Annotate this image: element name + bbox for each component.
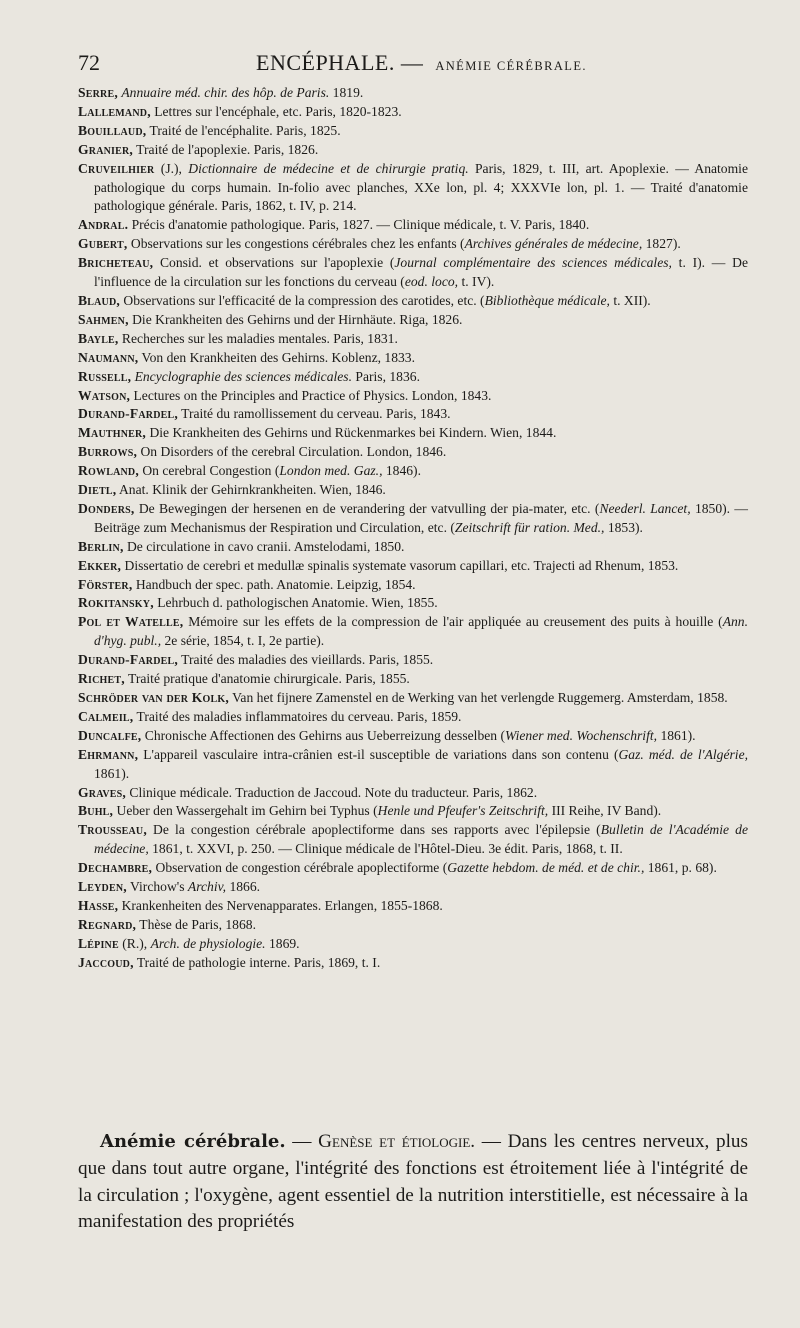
- entry-text: 1861).: [94, 765, 130, 781]
- header-separator: —: [400, 50, 424, 75]
- entry-text: Chronische Affectionen des Gehirns aus Ueberreizung desselben (: [141, 727, 506, 743]
- bibliography-entry: [78, 254, 748, 292]
- bibliography-entry: [78, 708, 748, 727]
- entry-author: Hasse,: [78, 897, 119, 913]
- entry-author: Bouillaud,: [78, 122, 147, 138]
- entry-text: Lehrbuch d. pathologischen Anatomie. Wien, 1855.: [153, 595, 438, 611]
- entry-title-italic: Wiener med. Wochenschrift,: [505, 727, 658, 743]
- entry-text: Anat. Klinik der Gehirnkrankheiten. Wien, 1846.: [116, 482, 386, 498]
- header-title-line: [256, 50, 587, 76]
- bibliography-entry: [78, 481, 748, 500]
- bibliography-entry: [78, 405, 748, 424]
- bibliography-entry: [78, 387, 748, 406]
- entry-text: Ueber den Wassergehalt im Gehirn bei Typhus (: [113, 803, 378, 819]
- entry-author: Bayle,: [78, 330, 119, 346]
- bibliography-entry: [78, 784, 748, 803]
- entry-title-italic: London med. Gaz.,: [279, 463, 383, 479]
- entry-author: Schröder van der Kolk,: [78, 690, 229, 705]
- section-dash: —: [285, 1131, 319, 1152]
- bibliography-entry: [78, 878, 748, 897]
- entry-author: Mauthner,: [78, 425, 147, 441]
- bibliography-entry: [78, 84, 748, 103]
- entry-title-italic: Bulletin de l'Académie de médecine,: [94, 822, 748, 857]
- bibliography-entry: [78, 746, 748, 784]
- bibliography-entry: [78, 443, 748, 462]
- bibliography-entry: [78, 557, 748, 576]
- entry-text: Clinique médicale. Traduction de Jaccoud. Note du traducteur. Paris, 1862.: [125, 784, 538, 800]
- bibliography-entry: [78, 935, 748, 954]
- entry-text: Thèse de Paris, 1868.: [136, 916, 256, 932]
- bibliography-entry: [78, 292, 748, 311]
- entry-text: 1869.: [265, 935, 300, 951]
- entry-author: Regnard,: [78, 916, 137, 932]
- bibliography-entry: [78, 141, 748, 160]
- entry-text: 1861).: [657, 727, 696, 743]
- page-number: 72: [78, 50, 100, 75]
- header-title: ENCÉPHALE.: [256, 50, 395, 75]
- entry-author: Ekker,: [78, 557, 122, 573]
- entry-author: Donders,: [78, 500, 135, 516]
- entry-author: Duncalfe,: [78, 727, 142, 743]
- entry-author: Andral.: [78, 217, 129, 233]
- bibliography-entry: [78, 576, 748, 595]
- bibliography-entry: [78, 368, 748, 387]
- section-subheading: Genèse et étiologie.: [318, 1131, 476, 1152]
- entry-text: 1866.: [226, 879, 261, 895]
- entry-author: Leyden,: [78, 879, 127, 895]
- entry-title-italic: Encyclographie des sciences médicales.: [134, 368, 352, 384]
- entry-text: Handbuch der spec. path. Anatomie. Leipzig, 1854.: [132, 576, 416, 592]
- entry-author: Berlin,: [78, 538, 124, 554]
- entry-text: Die Krankheiten des Gehirns und Rückenmarkes bei Kindern. Wien, 1844.: [146, 425, 557, 441]
- entry-author: Bricheteau,: [78, 255, 154, 271]
- entry-author: Granier,: [78, 141, 134, 157]
- entry-title-italic: Bibliothèque médicale,: [484, 292, 610, 308]
- entry-text: 1853).: [604, 519, 643, 535]
- bibliography-entry: [78, 103, 748, 122]
- entry-text: Lettres sur l'encéphale, etc. Paris, 1820-1823.: [150, 103, 402, 119]
- entry-author: Richet,: [78, 671, 125, 687]
- entry-title-italic: Archiv,: [187, 879, 227, 895]
- entry-text: Traité de pathologie interne. Paris, 1869, t. I.: [133, 954, 381, 970]
- bibliography-entry: [78, 594, 748, 613]
- entry-text: Traité de l'apoplexie. Paris, 1826.: [133, 141, 319, 157]
- bibliography-entry: [78, 538, 748, 557]
- entry-author: Buhl,: [78, 803, 114, 819]
- entry-text: t. XII).: [609, 292, 651, 308]
- entry-author: Jaccoud,: [78, 954, 134, 970]
- entry-text: Mémoire sur les effets de la compression de l'air appliquée au creusement des puits à houille (: [183, 614, 723, 630]
- entry-text: Consid. et observations sur l'apoplexie (: [153, 255, 395, 271]
- entry-title-italic: Zeitschrift für ration. Med.,: [454, 519, 605, 535]
- entry-title-italic: Dictionnaire de médecine et de chirurgie pratiq.: [188, 160, 469, 176]
- entry-title-italic: Gazette hebdom. de méd. et de chir.,: [447, 860, 645, 876]
- entry-text: On cerebral Congestion (: [138, 463, 280, 479]
- entry-text: De Bewegingen der hersenen en de verandering der vatvulling der pia-mater, etc. (: [134, 500, 600, 516]
- entry-author: Lallemand,: [78, 103, 151, 119]
- entry-text: t. IV).: [458, 274, 495, 290]
- bibliography-entry: [78, 651, 748, 670]
- entry-text: Traité des maladies inflammatoires du cerveau. Paris, 1859.: [133, 708, 462, 724]
- entry-text: De la congestion cérébrale apoplectiforme dans ses rapports avec l'épilepsie (: [146, 822, 601, 838]
- entry-text: Paris, 1836.: [352, 368, 420, 384]
- entry-author: Trousseau,: [78, 822, 147, 838]
- bibliography-entry: [78, 689, 748, 708]
- entry-author: Rokitansky,: [78, 595, 154, 611]
- entry-text: (R.),: [118, 935, 151, 951]
- bibliography-entry: [78, 727, 748, 746]
- entry-text: Lectures on the Principles and Practice of Physics. London, 1843.: [130, 387, 492, 403]
- entry-text: 1819.: [329, 85, 364, 100]
- entry-text: 1827).: [642, 236, 681, 252]
- bibliography-entry: [78, 670, 748, 689]
- bibliography-entry: [78, 916, 748, 935]
- entry-text: Traité du ramollissement du cerveau. Paris, 1843.: [177, 406, 451, 422]
- entry-title-italic: Gaz. méd. de l'Algérie,: [618, 746, 748, 762]
- entry-title-italic: eod. loco,: [404, 274, 459, 290]
- entry-author: Lépine: [78, 935, 119, 951]
- entry-author: Rowland,: [78, 463, 139, 479]
- entry-text: Virchow's: [126, 879, 188, 895]
- entry-author: Ehrmann,: [78, 746, 139, 762]
- entry-title-italic: Annuaire méd. chir. des hôp. de Paris.: [121, 85, 330, 100]
- entry-text: Observations sur les congestions cérébrales chez les enfants (: [127, 236, 465, 252]
- header-subtitle: ANÉMIE CÉRÉBRALE.: [435, 59, 587, 73]
- bibliography-entry: [78, 216, 748, 235]
- entry-text: Die Krankheiten des Gehirns und der Hirnhäute. Riga, 1826.: [128, 311, 463, 327]
- entry-author: Naumann,: [78, 349, 139, 365]
- entry-text: 1846).: [382, 463, 421, 479]
- bibliography-entry: [78, 311, 748, 330]
- bibliography-entry: [78, 821, 748, 859]
- entry-author: Gubert,: [78, 236, 128, 252]
- entry-title-italic: Arch. de physiologie.: [150, 935, 266, 951]
- entry-author: Sahmen,: [78, 311, 129, 327]
- bibliography-entry: [78, 500, 748, 538]
- entry-author: Blaud,: [78, 292, 121, 308]
- entry-text: 1861, t. XXVI, p. 250. — Clinique médicale de l'Hôtel-Dieu. 3e édit. Paris, 1868, t. II.: [148, 841, 623, 857]
- entry-text: t. I). — De l'influence de la circulation sur les fonctions du cerveau (: [94, 255, 748, 290]
- entry-author: Cruveilhier: [78, 160, 155, 176]
- entry-text: Paris, 1829, t. III, art. Apoplexie. — Anatomie pathologique du corps humain. In-folio avec planches, XXe lon, pl. 4; XXXVIe lon, pl. 1. — Traité d'anatomie pathologique générale. Paris, 1862, t. IV, p. 214.: [94, 160, 748, 214]
- entry-text: (J.),: [154, 160, 189, 176]
- bibliography-entry: [78, 462, 748, 481]
- section-dash: —: [475, 1131, 508, 1152]
- entry-text: III Reihe, IV Band).: [548, 803, 662, 819]
- entry-text: Observations sur l'efficacité de la compression des carotides, etc. (: [120, 292, 485, 308]
- bibliography-list: [78, 84, 748, 973]
- entry-author: Durand-Fardel,: [78, 652, 178, 668]
- entry-author: Dechambre,: [78, 860, 153, 876]
- entry-text: Traité pratique d'anatomie chirurgicale. Paris, 1855.: [124, 671, 410, 687]
- entry-title-italic: Archives générales de médecine,: [464, 236, 643, 252]
- entry-title-italic: Henle und Pfeufer's Zeitschrift,: [377, 803, 549, 819]
- section-heading: Anémie cérébrale.: [100, 1131, 286, 1152]
- bibliography-entry: [78, 122, 748, 141]
- entry-text: Krankenheiten des Nervenapparates. Erlangen, 1855-1868.: [118, 897, 443, 913]
- entry-text: Dissertatio de cerebri et medullæ spinalis systemate vasorum capillari, etc. Trajecti ad Rhenum, 1853.: [121, 557, 679, 573]
- entry-text: Précis d'anatomie pathologique. Paris, 1827. — Clinique médicale, t. V. Paris, 1840.: [128, 217, 590, 233]
- entry-title-italic: Ann. d'hyg. publ.,: [94, 614, 748, 649]
- entry-text: Von den Krankheiten des Gehirns. Koblenz, 1833.: [138, 349, 415, 365]
- entry-author: Russell,: [78, 368, 132, 384]
- entry-text: Observation de congestion cérébrale apoplectiforme (: [152, 860, 448, 876]
- bibliography-entry: [78, 613, 748, 651]
- entry-author: Förster,: [78, 576, 133, 592]
- entry-text: De circulatione in cavo cranii. Amstelodami, 1850.: [123, 538, 405, 554]
- bibliography-entry: [78, 349, 748, 368]
- bibliography-entry: [78, 897, 748, 916]
- entry-text: On Disorders of the cerebral Circulation. London, 1846.: [137, 444, 447, 460]
- entry-author: Dietl,: [78, 482, 117, 498]
- entry-text: 2e série, 1854, t. I, 2e partie).: [161, 633, 325, 649]
- bibliography-entry: [78, 954, 748, 973]
- entry-text: Van het fijnere Zamenstel en de Werking van het verlengde Ruggemerg. Amsterdam, 1858.: [228, 690, 728, 705]
- entry-title-italic: Journal complémentaire des sciences médicales,: [394, 255, 672, 271]
- entry-text: Traité des maladies des vieillards. Paris, 1855.: [177, 652, 434, 668]
- bibliography-entry: [78, 330, 748, 349]
- bibliography-entry: [78, 424, 748, 443]
- bibliography-entry: [78, 802, 748, 821]
- entry-text: 1861, p. 68).: [644, 860, 717, 876]
- section-anemie-cerebrale: [78, 1129, 748, 1236]
- entry-text: 1850). — Beiträge zum Mechanismus der Respiration und Circulation, etc. (: [94, 500, 748, 535]
- entry-author: Durand-Fardel,: [78, 406, 178, 422]
- bibliography-entry: [78, 859, 748, 878]
- entry-text: Traité de l'encéphalite. Paris, 1825.: [146, 122, 341, 138]
- entry-title-italic: Neederl. Lancet,: [599, 500, 691, 516]
- entry-author: Watson,: [78, 387, 131, 403]
- section-body-text: Dans les centres nerveux, plus que dans tout autre organe, l'intégrité des fonctions est étroitement liée à l'intégrité de la circulation ; l'oxygène, agent essentiel de la nutrition interstitielle, est nécessaire à la manifestation des propriétés: [78, 1131, 748, 1233]
- bibliography-entry: [78, 235, 748, 254]
- running-header: [78, 50, 748, 78]
- entry-author: Pol et Watelle,: [78, 614, 184, 630]
- entry-author: Serre,: [78, 85, 118, 100]
- entry-text: Recherches sur les maladies mentales. Paris, 1831.: [118, 330, 398, 346]
- entry-author: Burrows,: [78, 444, 138, 460]
- entry-text: L'appareil vasculaire intra-crânien est-il susceptible de variations dans son contenu (: [138, 746, 619, 762]
- entry-author: Calmeil,: [78, 708, 134, 724]
- entry-author: Graves,: [78, 784, 126, 800]
- bibliography-entry: [78, 160, 748, 217]
